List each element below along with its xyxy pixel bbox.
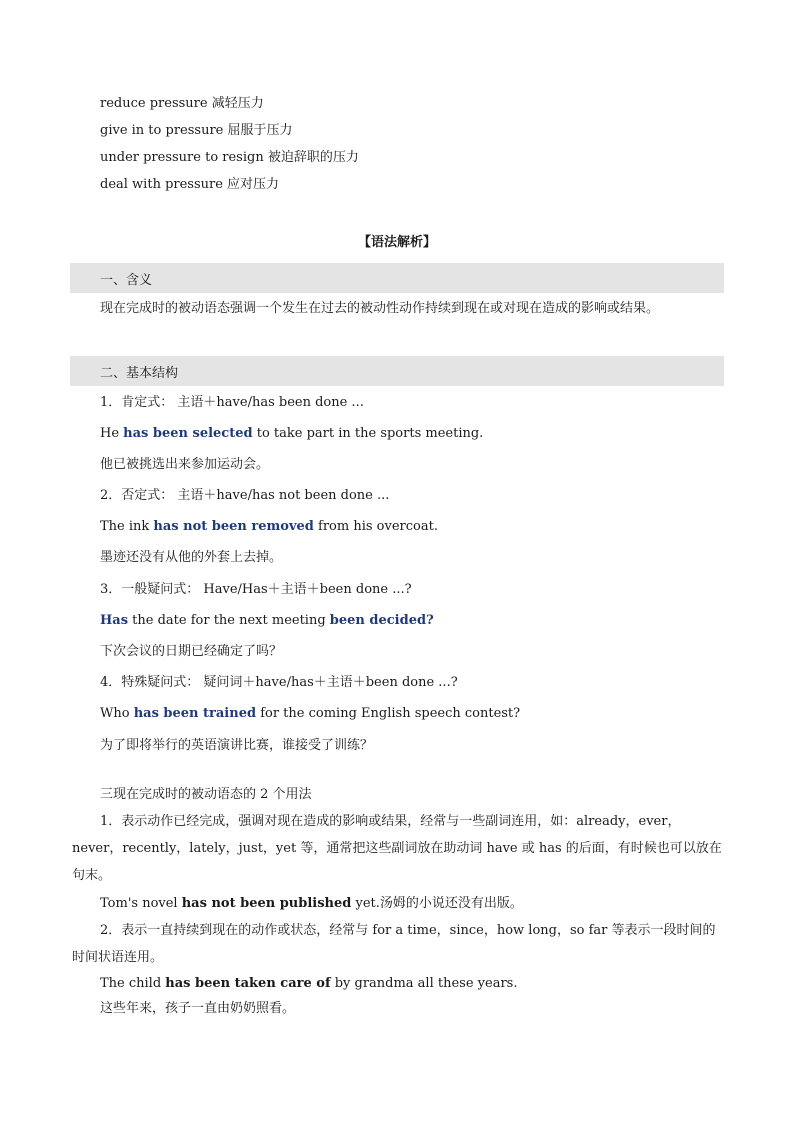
section-title: 【语法解析】: [357, 235, 436, 250]
structure-label: 4．特殊疑问式： 疑问词＋have/has＋主语＋been done ...?: [100, 675, 458, 690]
structure-label: 3．一般疑问式： Have/Has＋主语＋been done ...?: [100, 582, 412, 597]
structure-label: 2．否定式： 主语＋have/has not been done ...: [100, 488, 390, 503]
phrase-item: deal with pressure 应对压力: [100, 177, 280, 192]
structure-translation: 他已被挑选出来参加运动会。: [100, 457, 270, 472]
structure-header: 二、基本结构: [100, 366, 179, 381]
structure-header-band: [70, 356, 724, 386]
structure-translation: 为了即将举行的英语演讲比赛，谁接受了训练？: [100, 738, 374, 753]
structure-translation: 墨迹还没有从他的外套上去掉。: [100, 550, 283, 565]
usage-header: 三现在完成时的被动语态的 2 个用法: [100, 787, 312, 802]
usage-paragraph: 1．表示动作已经完成，强调对现在造成的影响或结果，经常与一些副词连用，如：already，ever，never，recently，lately，just，yet 等，通常把这些副词放在助动词 have 或 has 的后面，有时候也可以放在句末。: [72, 814, 722, 883]
meaning-header-band: [70, 263, 724, 293]
structure-label: 1．肯定式： 主语＋have/has been done ...: [100, 395, 364, 410]
structure-example: Who has been trained for the coming English speech contest?: [100, 706, 521, 721]
phrase-item: reduce pressure 减轻压力: [100, 96, 264, 111]
usage-example: The child has been taken care of by grandma all these years.: [100, 976, 518, 991]
structure-translation: 下次会议的日期已经确定了吗？: [100, 644, 283, 659]
usage-example: Tom's novel has not been published yet.汤姆的小说还没有出版。: [100, 896, 523, 911]
structure-example: He has been selected to take part in the sports meeting.: [100, 426, 484, 441]
structure-example: Has the date for the next meeting been decided?: [100, 613, 434, 628]
meaning-text: 现在完成时的被动语态强调一个发生在过去的被动性动作持续到现在或对现在造成的影响或结果。: [100, 301, 660, 316]
usage-translation: 这些年来，孩子一直由奶奶照看。: [100, 1001, 296, 1016]
phrase-item: under pressure to resign 被迫辞职的压力: [100, 150, 359, 165]
meaning-header: 一、含义: [100, 273, 153, 288]
phrase-item: give in to pressure 屈服于压力: [100, 123, 293, 138]
usage-paragraph: 2．表示一直持续到现在的动作或状态，经常与 for a time，since，how long，so far 等表示一段时间的时间状语连用。: [72, 923, 716, 965]
structure-example: The ink has not been removed from his overcoat.: [100, 519, 438, 534]
